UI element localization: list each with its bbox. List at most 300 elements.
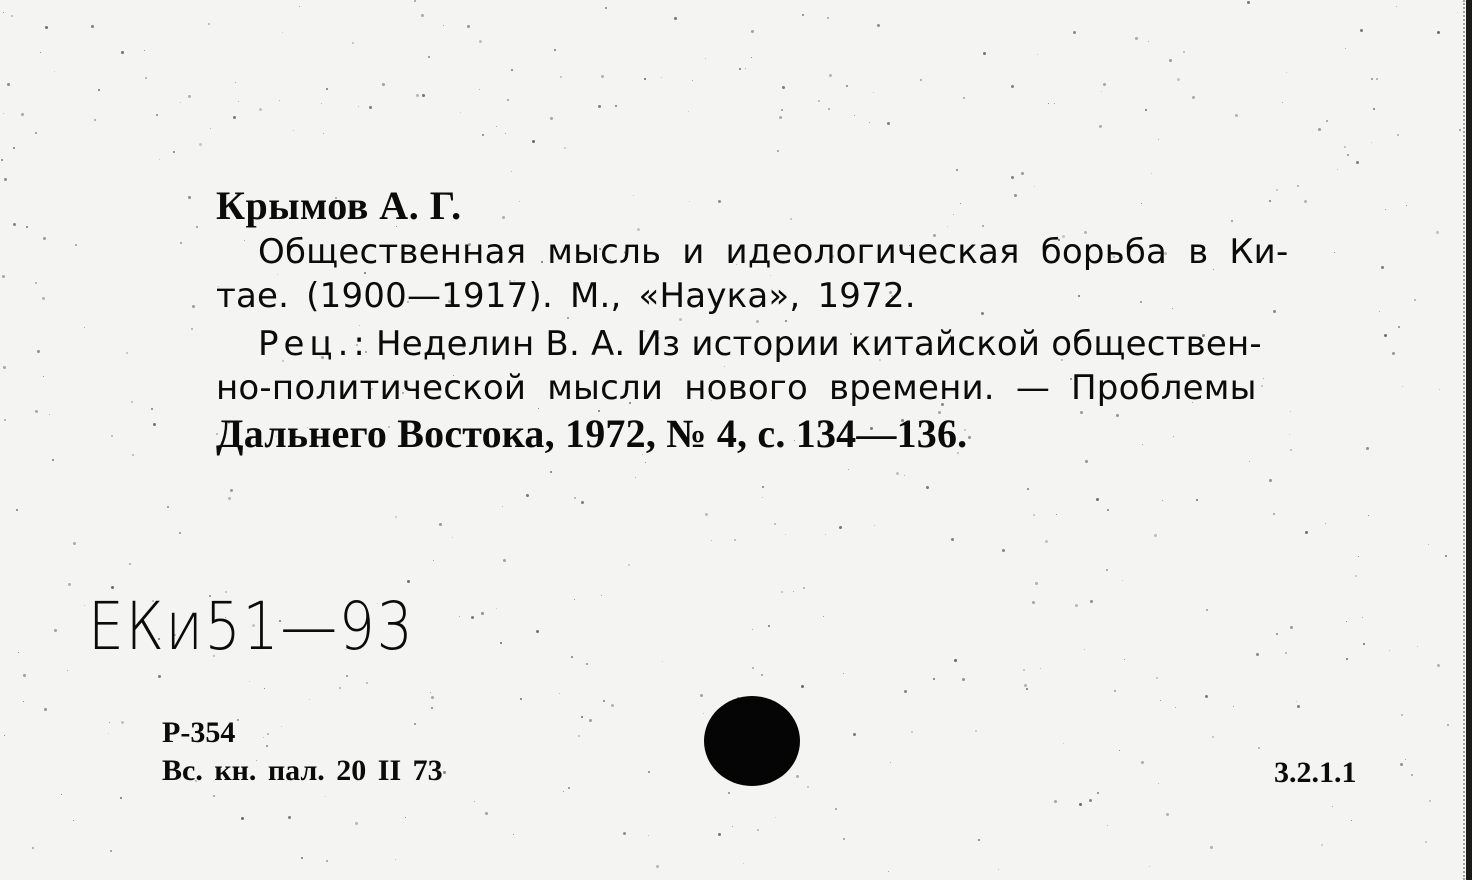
scan-speck	[739, 68, 741, 70]
scan-speck	[1258, 747, 1260, 749]
scan-speck	[1261, 385, 1263, 387]
scan-speck	[1097, 792, 1099, 794]
scan-speck	[1428, 544, 1429, 545]
scan-speck	[110, 850, 112, 852]
scan-speck	[560, 76, 562, 78]
scan-speck	[1332, 806, 1333, 807]
scan-speck	[84, 327, 85, 328]
scan-speck	[1040, 668, 1041, 669]
scan-speck	[479, 89, 480, 90]
scan-speck	[75, 244, 77, 246]
scan-speck	[323, 133, 324, 134]
scan-speck	[61, 794, 62, 795]
scan-speck	[1140, 301, 1142, 303]
scan-speck	[1276, 633, 1278, 635]
scan-speck	[1429, 800, 1431, 802]
scan-speck	[496, 608, 497, 609]
scan-speck	[131, 401, 133, 403]
scan-speck	[259, 108, 262, 111]
scan-speck	[781, 109, 783, 111]
scan-speck	[611, 704, 614, 707]
scan-speck	[241, 817, 244, 820]
scan-speck	[751, 30, 754, 33]
scan-speck	[364, 272, 366, 274]
scan-speck	[1405, 759, 1406, 760]
scan-speck	[1379, 311, 1380, 312]
scan-speck	[1286, 72, 1287, 73]
scan-speck	[1269, 200, 1271, 202]
scan-speck	[1021, 172, 1024, 175]
scan-speck	[568, 787, 570, 789]
scan-speck	[180, 242, 182, 244]
scan-speck	[578, 735, 580, 737]
scan-speck	[1296, 701, 1297, 702]
scan-speck	[968, 436, 971, 439]
scan-speck	[571, 656, 573, 658]
scan-speck	[309, 699, 310, 700]
title-line-1: Общественная мысль и идеологическая борьба в Ки-	[258, 232, 1289, 272]
scan-speck	[339, 687, 341, 689]
scan-speck	[645, 462, 646, 463]
scan-speck	[644, 78, 646, 80]
scan-speck	[249, 681, 250, 682]
scan-speck	[54, 71, 55, 72]
scan-speck	[526, 494, 529, 497]
scan-speck	[674, 17, 677, 20]
scan-speck	[550, 117, 553, 120]
scan-speck	[482, 134, 484, 136]
scan-speck	[1048, 103, 1049, 104]
scan-speck	[1233, 706, 1234, 707]
scan-speck	[1362, 617, 1363, 618]
scan-speck	[1290, 449, 1292, 451]
scan-speck	[23, 701, 24, 702]
scan-speck	[173, 151, 175, 153]
scan-speck	[1122, 580, 1123, 581]
scan-speck	[238, 101, 239, 102]
scan-speck	[743, 863, 744, 864]
scan-speck	[3, 12, 4, 13]
scan-speck	[807, 786, 809, 788]
scan-speck	[267, 733, 269, 735]
scan-speck	[953, 214, 954, 215]
scan-speck	[1425, 841, 1427, 843]
scan-speck	[978, 839, 980, 841]
review-line-2: но-политической мысли нового времени. — Проблемы	[216, 368, 1257, 408]
scan-speck	[358, 106, 359, 107]
scan-speck	[785, 534, 786, 535]
scan-speck	[689, 201, 690, 202]
scan-speck	[1035, 582, 1038, 585]
scan-speck	[1304, 200, 1307, 203]
scan-speck	[35, 410, 38, 413]
catalog-code: Р-354	[162, 716, 236, 749]
scan-speck	[230, 489, 233, 492]
scan-speck	[121, 51, 124, 54]
scan-speck	[1447, 724, 1449, 726]
scan-speck	[355, 822, 358, 825]
scan-speck	[126, 352, 128, 354]
scan-speck	[67, 670, 68, 671]
scan-speck	[888, 871, 889, 872]
scan-speck	[887, 122, 890, 125]
scan-speck	[68, 583, 71, 586]
scan-speck	[1263, 378, 1264, 379]
scan-speck	[1056, 514, 1057, 515]
scan-speck	[1400, 763, 1403, 766]
scan-speck	[1326, 120, 1328, 122]
scan-speck	[1106, 569, 1108, 571]
scan-speck	[496, 126, 497, 127]
review-line-1	[258, 324, 1262, 364]
scan-speck	[1389, 650, 1390, 651]
scan-speck	[1148, 41, 1149, 42]
scan-speck	[11, 15, 13, 17]
scan-speck	[1026, 688, 1028, 690]
scan-speck	[366, 682, 368, 684]
scan-speck	[94, 119, 96, 121]
scan-speck	[277, 274, 278, 275]
classification-code: 3.2.1.1	[1274, 756, 1357, 789]
scan-speck	[829, 74, 832, 77]
scan-speck	[49, 414, 50, 415]
scan-speck	[431, 707, 433, 709]
punch-hole	[704, 696, 800, 786]
scan-speck	[692, 80, 693, 81]
scan-speck	[951, 538, 954, 541]
scan-speck	[564, 147, 566, 149]
scan-speck	[1149, 866, 1150, 867]
scan-speck	[35, 132, 37, 134]
scan-speck	[16, 509, 18, 511]
scan-speck	[1356, 161, 1359, 164]
scan-speck	[877, 24, 880, 27]
scan-speck	[1273, 310, 1276, 313]
scan-speck	[264, 688, 265, 689]
scan-speck	[1172, 308, 1173, 309]
scan-speck	[1002, 549, 1005, 552]
scan-speck	[1355, 575, 1357, 577]
scan-speck	[43, 237, 46, 240]
scan-speck	[1210, 846, 1213, 849]
scan-speck	[1401, 714, 1403, 716]
scan-speck	[1414, 299, 1416, 301]
scan-speck	[1124, 659, 1125, 660]
scan-speck	[443, 771, 446, 774]
scan-speck	[3, 113, 4, 114]
scan-speck	[2, 275, 5, 278]
scan-speck	[1075, 604, 1078, 607]
scan-speck	[1445, 555, 1447, 557]
scan-speck	[21, 113, 24, 116]
scan-speck	[1437, 664, 1440, 667]
scan-speck	[1099, 125, 1102, 128]
scan-speck	[1417, 646, 1418, 647]
scan-speck	[554, 49, 556, 51]
scan-speck	[474, 801, 475, 802]
scan-speck	[761, 674, 763, 676]
scan-speck	[802, 14, 804, 16]
scan-speck	[1107, 509, 1109, 511]
scan-speck	[500, 642, 502, 644]
scan-speck	[656, 865, 659, 868]
scan-speck	[1305, 531, 1308, 534]
scan-speck	[711, 540, 712, 541]
scan-speck	[904, 475, 905, 476]
scan-speck	[1145, 109, 1147, 111]
scan-speck	[4, 178, 7, 181]
scan-speck	[1231, 220, 1233, 222]
scan-speck	[605, 7, 607, 9]
scan-speck	[26, 226, 28, 228]
scan-speck	[1032, 601, 1035, 604]
scan-speck	[782, 86, 785, 89]
scan-speck	[1084, 649, 1085, 650]
scan-speck	[507, 99, 509, 101]
scan-speck	[567, 317, 569, 319]
scan-speck	[1247, 1, 1250, 4]
scan-speck	[981, 312, 984, 315]
scan-speck	[574, 497, 576, 499]
scan-speck	[848, 469, 849, 470]
scan-speck	[1142, 444, 1143, 445]
scan-speck	[511, 171, 512, 172]
scan-speck	[615, 105, 617, 107]
scan-speck	[1205, 695, 1208, 698]
scan-speck	[279, 100, 280, 101]
scan-speck	[873, 92, 874, 93]
scan-speck	[998, 869, 999, 870]
scan-speck	[111, 435, 113, 437]
scan-speck	[1346, 658, 1348, 660]
scan-speck	[1381, 266, 1384, 269]
scan-speck	[421, 14, 424, 17]
scan-speck	[467, 25, 470, 28]
scan-speck	[301, 857, 303, 859]
scan-speck	[1351, 820, 1352, 821]
scan-speck	[1045, 540, 1048, 543]
scan-speck	[751, 57, 752, 58]
scan-speck	[369, 106, 372, 109]
scan-speck	[1116, 414, 1119, 417]
scan-speck	[1141, 203, 1142, 204]
scan-speck	[1, 159, 3, 161]
scan-speck	[1156, 677, 1158, 679]
scan-speck	[428, 56, 430, 58]
scan-speck	[422, 94, 425, 97]
scan-speck	[633, 195, 634, 196]
scan-speck	[37, 350, 40, 353]
scan-speck	[266, 745, 268, 747]
scan-speck	[1063, 743, 1064, 744]
scan-speck	[1297, 185, 1299, 187]
scan-speck	[7, 83, 10, 86]
scan-speck	[196, 226, 198, 228]
scan-speck	[752, 629, 753, 630]
scan-speck	[963, 97, 965, 99]
scan-speck	[1325, 523, 1326, 524]
scan-speck	[213, 795, 215, 797]
scan-speck	[734, 539, 736, 541]
scan-speck	[601, 75, 604, 78]
scan-speck	[559, 693, 560, 694]
scan-speck	[405, 817, 406, 818]
scan-speck	[1014, 194, 1017, 197]
scan-speck	[1337, 169, 1338, 170]
scan-speck	[1406, 205, 1407, 206]
scan-speck	[603, 700, 605, 702]
scan-speck	[1276, 189, 1278, 191]
scan-speck	[159, 159, 160, 160]
scan-speck	[920, 79, 922, 81]
scan-speck	[459, 616, 460, 617]
scan-speck	[1439, 389, 1440, 390]
scan-speck	[1037, 54, 1038, 55]
scan-speck	[151, 408, 153, 410]
scan-speck	[145, 77, 147, 79]
scan-speck	[156, 114, 158, 116]
scan-speck	[1436, 231, 1439, 234]
scan-speck	[1101, 91, 1102, 92]
scan-speck	[1290, 626, 1293, 629]
scan-speck	[1411, 774, 1413, 776]
scan-speck	[874, 525, 875, 526]
scan-speck	[926, 486, 929, 489]
scan-speck	[1103, 83, 1106, 86]
card-edge-shadow	[1466, 0, 1472, 880]
scan-speck	[1398, 326, 1400, 328]
scan-speck	[904, 690, 907, 693]
scan-speck	[1376, 78, 1378, 80]
scan-speck	[777, 150, 779, 152]
scan-speck	[1437, 31, 1440, 34]
scan-speck	[109, 722, 110, 723]
scan-speck	[188, 196, 191, 199]
scan-speck	[210, 128, 211, 129]
scan-speck	[724, 366, 725, 367]
scan-speck	[73, 542, 76, 545]
review-line-3: Дальнего Востока, 1972, № 4, с. 134—136.	[216, 411, 968, 456]
scan-speck	[481, 612, 484, 615]
scan-speck	[208, 23, 210, 25]
scan-speck	[1024, 684, 1027, 687]
scan-speck	[1397, 134, 1399, 136]
scan-speck	[191, 328, 193, 330]
scan-speck	[762, 497, 763, 498]
scan-speck	[1054, 103, 1055, 104]
scan-speck	[793, 591, 794, 592]
scan-speck	[890, 762, 891, 763]
scan-speck	[1162, 500, 1163, 501]
scan-speck	[563, 791, 564, 792]
scan-speck	[536, 630, 539, 633]
scan-speck	[233, 116, 236, 119]
scan-speck	[1371, 78, 1373, 80]
scan-speck	[502, 216, 505, 219]
scan-speck	[598, 105, 601, 108]
scan-speck	[1290, 411, 1291, 412]
scan-speck	[1054, 800, 1057, 803]
scan-speck	[538, 408, 539, 409]
scan-speck	[503, 559, 506, 562]
scan-speck	[52, 459, 54, 461]
scan-speck	[1206, 609, 1208, 611]
scan-speck	[1212, 736, 1214, 738]
scan-speck	[471, 616, 474, 619]
scan-speck	[1158, 783, 1159, 784]
scan-speck	[1373, 108, 1375, 110]
scan-speck	[237, 719, 239, 721]
scan-speck	[911, 731, 913, 733]
scan-speck	[32, 847, 34, 849]
scan-speck	[1345, 48, 1346, 49]
scan-speck	[623, 832, 626, 835]
scan-speck	[54, 629, 57, 632]
scan-speck	[433, 560, 434, 561]
scan-speck	[416, 94, 419, 97]
scan-speck	[1384, 334, 1387, 337]
scan-speck	[44, 708, 47, 711]
scan-speck	[346, 675, 348, 677]
scan-speck	[1154, 534, 1157, 537]
scan-speck	[752, 667, 754, 669]
scan-speck	[228, 497, 231, 500]
scan-speck	[801, 685, 804, 688]
scan-speck	[1344, 146, 1346, 148]
author-heading: Крымов А. Г.	[216, 183, 462, 228]
scan-speck	[962, 678, 965, 681]
scan-speck	[3, 366, 6, 369]
scan-speck	[1249, 461, 1250, 462]
scan-speck	[1173, 436, 1174, 437]
scan-speck	[846, 85, 848, 87]
scan-speck	[1273, 513, 1275, 515]
scan-speck	[1368, 515, 1369, 516]
scan-speck	[326, 860, 328, 862]
scan-speck	[519, 201, 520, 202]
scan-speck	[586, 663, 588, 665]
scan-speck	[975, 730, 977, 732]
scan-speck	[956, 169, 958, 171]
scan-speck	[439, 523, 442, 526]
publication-info: Вс. кн. пал. 20 II 73	[162, 754, 443, 787]
scan-speck	[960, 203, 961, 204]
scan-speck	[933, 678, 935, 680]
scan-speck	[589, 719, 592, 722]
card-edge-noise	[1463, 0, 1466, 880]
scan-speck	[732, 826, 733, 827]
scan-speck	[42, 297, 45, 300]
scan-speck	[1459, 129, 1461, 131]
scan-speck	[132, 454, 134, 456]
scan-speck	[703, 713, 704, 714]
scan-speck	[828, 108, 830, 110]
scan-speck	[244, 240, 245, 241]
scan-speck	[550, 471, 552, 473]
scan-speck	[321, 103, 322, 104]
scan-speck	[1073, 31, 1076, 34]
scan-speck	[781, 591, 783, 593]
scan-speck	[1160, 700, 1161, 701]
scan-speck	[1166, 813, 1169, 816]
scan-speck	[1135, 37, 1138, 40]
scan-speck	[779, 116, 782, 119]
scan-speck	[158, 675, 161, 678]
scan-speck	[1347, 154, 1349, 156]
scan-speck	[1078, 295, 1080, 297]
scan-speck	[1235, 114, 1238, 117]
scan-speck	[1196, 499, 1198, 501]
